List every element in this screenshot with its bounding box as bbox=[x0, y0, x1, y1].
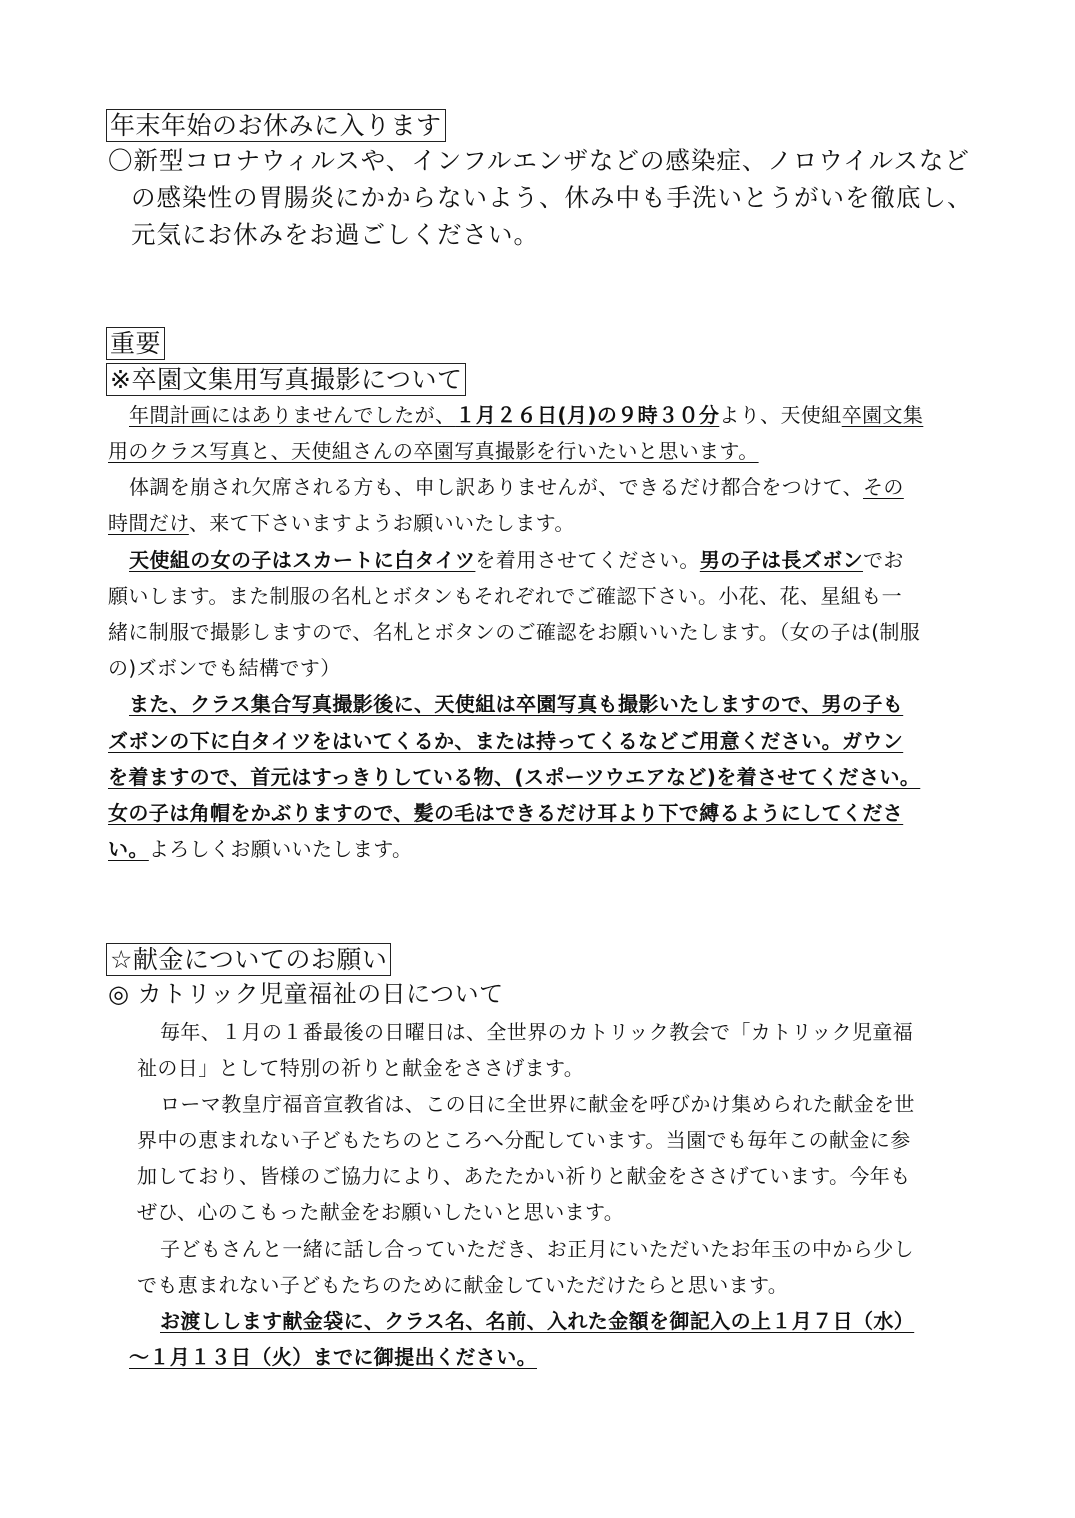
text-run: 年間計画にはありませんでしたが、 bbox=[129, 403, 456, 427]
section-heading-new-year-holiday bbox=[106, 109, 446, 142]
text-run: より、天使組 bbox=[719, 403, 842, 427]
heading-text: ☆献金についてのお願い bbox=[110, 945, 388, 974]
section-heading-graduation-photo bbox=[106, 363, 466, 396]
text-run: 卒園文集 bbox=[841, 403, 924, 427]
text-run: い。 bbox=[108, 837, 149, 861]
photo-p4-line-1: また、クラス集合写真撮影後に、天使組は卒園写真も撮影いたしますので、男の子も bbox=[129, 692, 904, 716]
photo-p4-line-2: ズボンの下に白タイツをはいてくるか、または持ってくるなどご用意ください。ガウン bbox=[108, 729, 904, 753]
boys-dress-code: 男の子は長ズボン bbox=[699, 548, 864, 572]
text-run: 用のクラス写真と、天使組さんの卒園写真撮影を行いたいと思います。 bbox=[108, 439, 759, 463]
donation-p2-line-2: 界中の恵まれない子どもたちのところへ分配しています。当園でも毎年この献金に参 bbox=[137, 1128, 911, 1152]
photo-p3-line-2: 願いします。また制服の名札とボタンもそれぞれでご確認下さい。小花、花、星組も一 bbox=[108, 584, 902, 608]
photo-p3-line-1 bbox=[129, 546, 904, 574]
text-run: よろしくお願いいたします。 bbox=[148, 837, 413, 861]
important-label-text: 重要 bbox=[110, 329, 162, 358]
donation-subheading: ◎ カトリック児童福祉の日について bbox=[108, 980, 504, 1008]
heading-text: ※卒園文集用写真撮影について bbox=[110, 365, 463, 394]
photo-p2-line-2 bbox=[108, 509, 575, 537]
holiday-notice-line-3: 元気にお休みをお過ごしください。 bbox=[131, 220, 539, 249]
heading-text: 年末年始のお休みに入ります bbox=[110, 111, 442, 140]
important-label bbox=[106, 327, 165, 360]
date-time-emphasis: １月２６日(月)の９時３０分 bbox=[455, 403, 720, 427]
text-run: 、来て下さいますようお願いいたします。 bbox=[188, 511, 575, 535]
text-run: その bbox=[863, 475, 904, 499]
donation-p2-line-4: ぜひ、心のこもった献金をお願いしたいと思います。 bbox=[137, 1200, 625, 1224]
donation-p2-line-3: 加しており、皆様のご協力により、あたたかい祈りと献金をささげています。今年も bbox=[137, 1164, 911, 1188]
photo-p3-line-3: 緒に制服で撮影しますので、名札とボタンのご確認をお願いいたします。（女の子は(制服 bbox=[108, 620, 921, 644]
donation-p2-line-1: ローマ教皇庁福音宣教省は、この日に全世界に献金を呼びかけ集められた献金を世 bbox=[160, 1092, 915, 1116]
section-heading-donation bbox=[106, 943, 391, 976]
photo-p4-line-4: 女の子は角帽をかぶりますので、髪の毛はできるだけ耳より下で縛るようにしてくださ bbox=[108, 801, 904, 825]
photo-p4-line-5 bbox=[108, 835, 412, 863]
donation-p1-line-1: 毎年、１月の１番最後の日曜日は、全世界のカトリック教会で「カトリック児童福 bbox=[160, 1020, 914, 1044]
donation-p4-line-2: ～１月１３日（火）までに御提出ください。 bbox=[129, 1345, 537, 1369]
photo-p2-line-1 bbox=[129, 473, 904, 501]
donation-p1-line-2: 祉の日」として特別の祈りと献金をささげます。 bbox=[137, 1056, 585, 1080]
text-run: を着用させてください。 bbox=[475, 548, 700, 572]
text-run: 時間だけ bbox=[108, 511, 189, 535]
text-run: でお bbox=[863, 548, 904, 572]
photo-p4-line-3: を着ますので、首元はすっきりしている物、(スポーツウエアなど)を着させてください。 bbox=[108, 765, 921, 789]
photo-p3-line-4: の)ズボンでも結構です） bbox=[108, 656, 341, 680]
donation-p4-line-1: お渡しします献金袋に、クラス名、名前、入れた金額を御記入の上１月７日（水） bbox=[160, 1309, 915, 1333]
girls-dress-code: 天使組の女の子はスカートに白タイツ bbox=[129, 548, 476, 572]
photo-p1-line-1 bbox=[129, 401, 923, 429]
photo-p1-line-2 bbox=[108, 437, 759, 465]
donation-p3-line-2: でも恵まれない子どもたちのために献金していただけたらと思います。 bbox=[137, 1273, 789, 1297]
text-run: 体調を崩され欠席される方も、申し訳ありませんが、できるだけ都合をつけて、 bbox=[129, 475, 863, 499]
donation-p3-line-1: 子どもさんと一緒に話し合っていただき、お正月にいただいたお年玉の中から少し bbox=[160, 1237, 914, 1261]
holiday-notice-line-1: 〇新型コロナウィルスや、インフルエンザなどの感染症、ノロウイルスなど bbox=[108, 146, 970, 175]
holiday-notice-line-2: の感染性の胃腸炎にかからないよう、休み中も手洗いとうがいを徹底し、 bbox=[131, 183, 973, 212]
